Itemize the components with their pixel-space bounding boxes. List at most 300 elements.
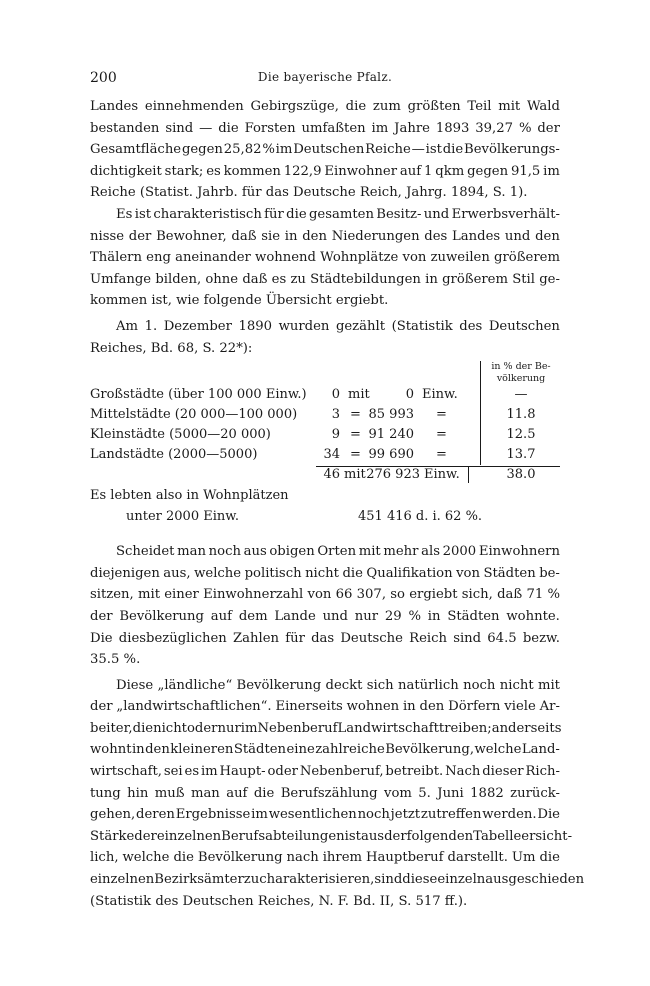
word: in	[131, 742, 145, 758]
word: des	[424, 228, 448, 244]
word: folgenden	[406, 828, 474, 844]
word: Berufsabteilungen	[221, 828, 345, 844]
word: obigen	[269, 544, 315, 560]
word: Lande	[274, 608, 316, 624]
lived-summary	[90, 485, 560, 529]
word: der	[134, 828, 157, 844]
word: daß	[242, 271, 268, 287]
word: einer	[164, 587, 199, 603]
word: zahlreiche	[315, 742, 385, 758]
word: noch	[357, 807, 390, 823]
text-line	[90, 316, 560, 338]
word: bezw.	[522, 630, 560, 646]
word: kommen	[223, 163, 281, 179]
total-population: 276 923	[366, 467, 420, 483]
word: mit	[498, 99, 521, 114]
word: größerem	[442, 271, 508, 287]
row-label: Mittelstädte (20 000—100 000)	[90, 407, 298, 423]
word: daß	[497, 587, 523, 603]
word: Landes	[90, 99, 139, 114]
word: dieser	[482, 764, 524, 780]
word: auf	[210, 608, 233, 624]
word: sind	[374, 872, 403, 888]
word: anderseits	[491, 720, 562, 736]
word: Städten	[447, 608, 500, 624]
word: so	[390, 587, 405, 603]
row-count: 0	[331, 387, 340, 403]
word: Dezember	[163, 318, 232, 334]
word: Jahre	[394, 120, 430, 136]
text-line: 35.5 %.	[90, 652, 141, 668]
word: Nebenberuf,	[299, 764, 384, 780]
word: Tabelle	[473, 828, 522, 844]
row-count: 34	[323, 447, 340, 463]
word: im	[251, 807, 268, 823]
word: 29	[384, 608, 402, 624]
pct-header-line: in % der Be-	[491, 361, 551, 373]
word: hin	[127, 785, 149, 801]
pct-header-line: völkerung	[496, 373, 546, 385]
word: die	[342, 565, 363, 581]
word: %	[262, 142, 275, 158]
row-count: 3	[331, 407, 340, 423]
word: eine	[286, 742, 315, 758]
total-unit: Einw.	[424, 467, 460, 483]
word: Landwirtschaft	[337, 720, 439, 736]
word: ist	[425, 142, 442, 158]
word: bestanden	[90, 120, 160, 136]
word: „landwirtschaftlichen“.	[116, 699, 272, 715]
word: diejenigen	[90, 565, 160, 581]
row-percent: —	[514, 387, 528, 403]
word: ersicht-	[521, 828, 573, 844]
word: und	[322, 608, 348, 624]
word: Besitz-	[376, 206, 422, 222]
text-line	[90, 584, 560, 606]
row-mit: mit	[348, 387, 370, 403]
word: Stärke	[90, 828, 135, 844]
word: Die	[537, 807, 560, 823]
word: nicht	[153, 720, 187, 736]
text-line	[90, 247, 560, 269]
row-unit: Einw.	[422, 387, 458, 403]
word: Ergebnisse	[175, 807, 251, 823]
word: im	[275, 142, 293, 158]
word: 1893	[435, 120, 470, 136]
word: die	[173, 850, 194, 866]
word: Deutschen	[293, 142, 365, 158]
text-line	[90, 718, 560, 740]
word: den	[419, 699, 445, 715]
word: Bevölkerung	[236, 677, 322, 693]
word: nicht	[499, 677, 534, 693]
word: welche	[194, 565, 242, 581]
word: umfaßten	[301, 120, 366, 136]
word: der	[90, 608, 113, 624]
row-unit: =	[436, 427, 447, 443]
word: im	[200, 764, 218, 780]
word: des	[459, 318, 483, 334]
word: für	[264, 206, 284, 222]
word: Ar-	[539, 699, 560, 715]
word: politisch	[244, 565, 302, 581]
word: oder	[267, 764, 298, 780]
word: größten	[407, 99, 461, 114]
word: aus	[243, 544, 267, 560]
word: 39,27	[475, 120, 514, 136]
text-line	[90, 696, 560, 718]
word: Deutsche	[340, 630, 403, 646]
word: Bevölkerung,	[385, 742, 475, 758]
word: 1890	[238, 318, 273, 334]
word: den	[302, 228, 327, 244]
word: Bezirksämter	[154, 872, 244, 888]
word: es	[206, 163, 221, 179]
word: Rich-	[525, 764, 560, 780]
word: aus,	[163, 565, 191, 581]
word: die	[286, 206, 307, 222]
word: Landes	[452, 228, 501, 244]
word: Bevölkerungs-	[464, 142, 560, 158]
word: ausgeschieden	[485, 872, 585, 888]
row-mit: =	[350, 407, 361, 423]
text-line	[90, 761, 560, 783]
row-unit: =	[436, 407, 447, 423]
text-line	[90, 161, 560, 183]
word: die	[539, 850, 560, 866]
word: Einwohner	[324, 163, 398, 179]
word: ergiebt	[409, 587, 458, 603]
word: das	[311, 630, 335, 646]
word: Städten	[233, 742, 287, 758]
word: in	[284, 228, 298, 244]
word: wirtschaft,	[90, 764, 162, 780]
word: 66	[335, 587, 353, 603]
word: 122,9	[283, 163, 322, 179]
word: die	[253, 785, 275, 801]
running-title: Die bayerische Pfalz.	[257, 70, 393, 84]
row-count: 9	[331, 427, 340, 443]
text-line	[90, 675, 560, 697]
word: größerem	[494, 250, 560, 266]
word: Zahlen	[232, 630, 280, 646]
row-mit: =	[350, 447, 361, 463]
word: %	[547, 587, 560, 603]
word: Die	[90, 630, 113, 646]
total-mit: mit	[344, 467, 366, 483]
text-line	[90, 204, 560, 226]
word: zuweilen	[430, 250, 490, 266]
word: welche	[474, 742, 522, 758]
word: Gesamtfläche	[90, 142, 182, 158]
word: gezählt	[335, 318, 386, 334]
lived-line: Es lebten also in Wohnplätzen	[90, 488, 289, 504]
text-line	[90, 226, 560, 248]
text-line	[90, 563, 560, 585]
word: Berufszählung	[280, 785, 378, 801]
paragraph-rural-share	[90, 541, 560, 671]
word: man	[177, 544, 206, 560]
word: Land-	[521, 742, 560, 758]
word: vom	[384, 785, 412, 801]
word: Um	[511, 850, 536, 866]
word: 307,	[356, 587, 387, 603]
word: ihrem	[322, 850, 363, 866]
word: sei	[163, 764, 183, 780]
word: sich	[366, 677, 394, 693]
word: kleineren	[170, 742, 234, 758]
word: treiben;	[438, 720, 492, 736]
word: wohnend	[255, 250, 316, 266]
word: den	[145, 742, 170, 758]
word: im	[543, 163, 560, 179]
word: 64.5	[487, 630, 517, 646]
word: sitzen,	[90, 587, 134, 603]
word: betreibt.	[385, 764, 444, 780]
word: diesbezüglichen	[118, 630, 227, 646]
word: zutreffen	[420, 807, 482, 823]
word: Diese	[116, 677, 154, 693]
word: Haupt-	[219, 764, 266, 780]
word: sich,	[461, 587, 493, 603]
word: Bevölkerung	[197, 850, 283, 866]
word: Deutschen	[488, 318, 560, 334]
row-population: 91 240	[368, 427, 414, 443]
row-population: 99 690	[368, 447, 414, 463]
word: mit	[537, 677, 560, 693]
word: man	[190, 785, 220, 801]
word: der	[128, 228, 152, 244]
text-line	[90, 628, 560, 650]
table-row	[90, 385, 560, 405]
word: Qualifikation	[366, 565, 453, 581]
word: im	[371, 120, 389, 136]
word: ist	[134, 206, 152, 222]
text-line	[90, 269, 560, 291]
table-row	[90, 405, 560, 425]
word: oder	[186, 720, 218, 736]
total-percent: 38.0	[506, 467, 536, 483]
word: sind	[453, 630, 482, 646]
row-population: 0	[405, 387, 414, 403]
word: Orten	[317, 544, 357, 560]
page-number: 200	[90, 70, 117, 86]
word: Nebenberuf	[257, 720, 338, 736]
word: einzeln	[437, 872, 486, 888]
word: „ländliche“	[157, 677, 233, 693]
word: für	[285, 630, 305, 646]
text-line	[90, 783, 560, 805]
word: im	[240, 720, 258, 736]
word: Es	[116, 206, 133, 222]
row-mit: =	[350, 427, 361, 443]
word: viele	[504, 699, 536, 715]
word: ohne	[205, 271, 239, 287]
word: von	[402, 250, 427, 266]
word: Teil	[467, 99, 492, 114]
word: zu	[243, 872, 260, 888]
word: der	[384, 828, 407, 844]
word: auf	[399, 163, 422, 179]
word: Am	[116, 318, 139, 334]
word: %	[518, 120, 532, 136]
book-page	[90, 70, 585, 912]
word: aneinander	[175, 250, 251, 266]
word: (Statistik	[391, 318, 453, 334]
word: nur	[354, 608, 379, 624]
word: gegen	[181, 142, 223, 158]
word: von	[307, 587, 332, 603]
word: einnehmenden	[144, 99, 244, 114]
text-line	[90, 118, 560, 140]
word: mehr	[383, 544, 419, 560]
word: Scheidet	[116, 544, 175, 560]
text-line: kommen ist, wie folgende Übersicht ergiebt.	[90, 293, 389, 309]
word: aus	[360, 828, 385, 844]
word: als	[421, 544, 440, 560]
word: welche	[122, 850, 170, 866]
word: einzelnen	[156, 828, 222, 844]
word: und	[423, 206, 450, 222]
word: sie	[261, 228, 281, 244]
word: der	[90, 699, 113, 715]
word: 5.	[418, 785, 431, 801]
word: —	[411, 142, 425, 158]
word: muß	[154, 785, 185, 801]
word: die	[345, 99, 367, 114]
word: 1	[424, 163, 433, 179]
word: daß	[231, 228, 257, 244]
word: natürlich	[397, 677, 459, 693]
word: 71	[526, 587, 544, 603]
word: Umfange	[90, 271, 152, 287]
text-line: (Statistik des Deutschen Reiches, N. F. Bd. II, S. 517 ff.).	[90, 893, 468, 909]
text-line	[90, 739, 560, 761]
word: Gebirgszüge,	[250, 99, 339, 114]
row-percent: 12.5	[506, 427, 536, 443]
table-row	[90, 445, 560, 465]
word: tung	[90, 785, 121, 801]
row-label: Großstädte (über 100 000 Einw.)	[90, 387, 307, 403]
word: es	[271, 271, 287, 287]
row-label: Kleinstädte (5000—20 000)	[90, 427, 271, 443]
paragraph-agriculture	[90, 675, 585, 913]
word: Einwohnern	[478, 544, 560, 560]
total-divider	[468, 467, 469, 483]
word: in	[425, 271, 438, 287]
word: wohnen	[346, 699, 400, 715]
word: %	[408, 608, 421, 624]
word: die	[218, 120, 239, 136]
word: Bevölkerung	[119, 608, 204, 624]
word: in	[427, 608, 441, 624]
word: qkm	[435, 163, 465, 179]
row-percent: 11.8	[506, 407, 536, 423]
row-label: Landstädte (2000—5000)	[90, 447, 258, 463]
word: mit	[137, 587, 160, 603]
word: wohnte.	[506, 608, 560, 624]
text-line	[90, 606, 560, 628]
text-line	[90, 541, 560, 563]
text-line: Reiche (Statist. Jahrb. für das Deutsche Reich, Jahrg. 1894, S. 1).	[90, 185, 528, 201]
word: Stil	[512, 271, 535, 287]
word: Städtebildungen	[310, 271, 421, 287]
word: die	[442, 142, 464, 158]
word: Wald	[526, 99, 560, 114]
word: Thälern	[90, 250, 142, 266]
word: Juni	[437, 785, 464, 801]
word: dichtigkeit	[90, 163, 162, 179]
word: gehen,	[90, 807, 136, 823]
word: gegen	[467, 163, 509, 179]
word: wurden	[278, 318, 330, 334]
pct-header	[482, 361, 560, 385]
word: bilden,	[155, 271, 202, 287]
paragraph-settlement	[90, 204, 560, 312]
word: von	[456, 565, 480, 581]
paragraph-census-intro	[90, 316, 560, 359]
word: deren	[136, 807, 175, 823]
word: zu	[290, 271, 306, 287]
row-percent: 13.7	[506, 447, 536, 463]
row-population: 85 993	[368, 407, 414, 423]
word: Niederungen	[331, 228, 420, 244]
row-unit: =	[436, 447, 447, 463]
word: darstellt.	[447, 850, 508, 866]
paragraph-forests	[90, 96, 560, 204]
word: charakterisieren,	[259, 872, 375, 888]
word: jetzt	[390, 807, 421, 823]
word: stark;	[164, 163, 204, 179]
word: die	[132, 720, 154, 736]
word: Hauptberuf	[366, 850, 444, 866]
word: 1.	[144, 318, 158, 334]
word: zurück-	[510, 785, 560, 801]
word: und	[504, 228, 531, 244]
word: Wohnplätze	[320, 250, 399, 266]
word: diese	[402, 872, 438, 888]
word: Einerseits	[275, 699, 343, 715]
total-count: 46	[323, 467, 340, 483]
lived-value: 451 416 d. i. 62 %.	[358, 509, 483, 525]
word: charakteristisch	[153, 206, 262, 222]
word: in	[402, 699, 416, 715]
word: Forsten	[244, 120, 296, 136]
text-line	[90, 869, 585, 891]
word: Reich	[409, 630, 447, 646]
text-line	[90, 804, 560, 826]
word: nur	[217, 720, 241, 736]
word: nach	[286, 850, 319, 866]
word: ge-	[539, 271, 560, 287]
word: —	[199, 120, 213, 136]
word: Erwerbsverhält-	[451, 206, 560, 222]
word: wohnt	[90, 742, 132, 758]
word: ist	[344, 828, 361, 844]
word: werden.	[482, 807, 537, 823]
census-table	[90, 361, 560, 485]
word: auf	[226, 785, 248, 801]
word: gesamten	[308, 206, 374, 222]
word: mit	[358, 544, 381, 560]
word: wesentlichen	[268, 807, 357, 823]
text-line	[90, 847, 560, 869]
table-row	[90, 425, 560, 445]
word: Bewohner,	[156, 228, 227, 244]
word: noch	[208, 544, 241, 560]
word: sind	[165, 120, 194, 136]
word: be-	[539, 565, 560, 581]
